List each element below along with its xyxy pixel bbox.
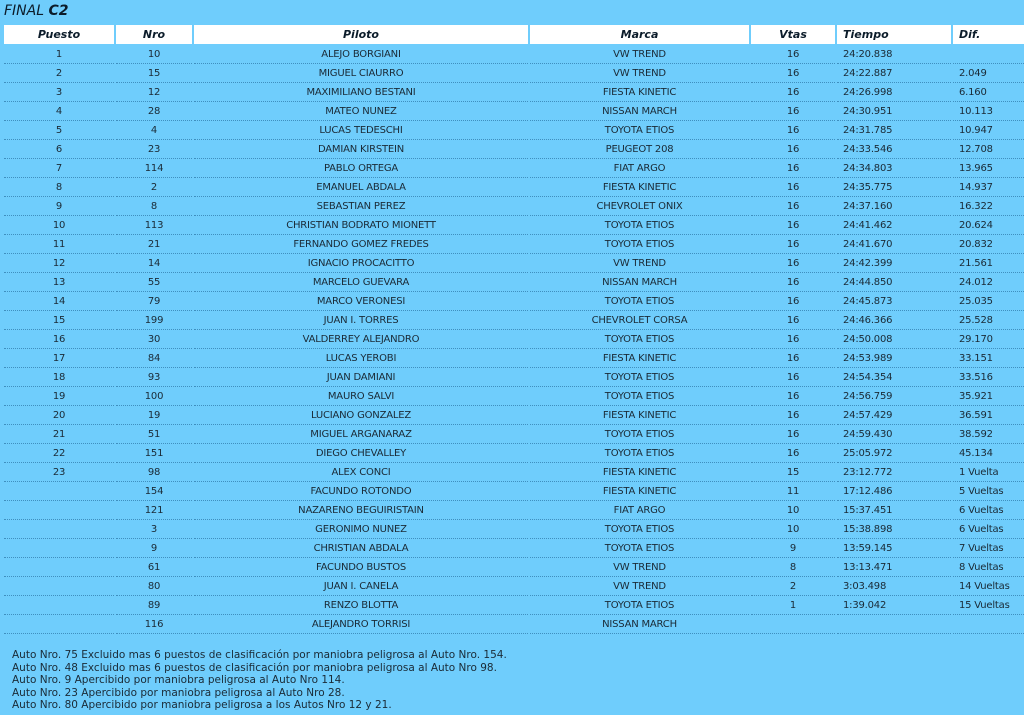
cell-dif: 13.965: [953, 159, 1024, 178]
cell-puesto: 5: [4, 121, 114, 140]
cell-nro: 8: [116, 197, 192, 216]
cell-dif: 14.937: [953, 178, 1024, 197]
cell-tiempo: 25:05.972: [837, 444, 951, 463]
cell-vtas: 16: [751, 102, 835, 121]
cell-vtas: 16: [751, 254, 835, 273]
cell-vtas: 16: [751, 197, 835, 216]
cell-marca: NISSAN MARCH: [530, 102, 749, 121]
table-row: [4, 349, 1024, 368]
cell-nro: 84: [116, 349, 192, 368]
cell-piloto: LUCAS YEROBI: [194, 349, 528, 368]
cell-marca: FIESTA KINETIC: [530, 463, 749, 482]
cell-marca: FIAT ARGO: [530, 501, 749, 520]
note-line: Auto Nro. 23 Apercibido por maniobra peligrosa al Auto Nro 28.: [12, 686, 345, 699]
table-row: [4, 178, 1024, 197]
cell-nro: 79: [116, 292, 192, 311]
cell-piloto: PABLO ORTEGA: [194, 159, 528, 178]
cell-puesto: [4, 615, 114, 634]
cell-marca: PEUGEOT 208: [530, 140, 749, 159]
cell-piloto: JUAN I. CANELA: [194, 577, 528, 596]
cell-puesto: 6: [4, 140, 114, 159]
cell-vtas: 11: [751, 482, 835, 501]
cell-nro: 89: [116, 596, 192, 615]
cell-piloto: DIEGO CHEVALLEY: [194, 444, 528, 463]
cell-tiempo: 24:35.775: [837, 178, 951, 197]
cell-vtas: 16: [751, 64, 835, 83]
table-row: [4, 520, 1024, 539]
cell-dif: 1 Vuelta: [953, 463, 1024, 482]
cell-marca: TOYOTA ETIOS: [530, 216, 749, 235]
table-row: [4, 577, 1024, 596]
table-row: [4, 83, 1024, 102]
cell-marca: FIAT ARGO: [530, 159, 749, 178]
cell-nro: 12: [116, 83, 192, 102]
cell-vtas: 16: [751, 45, 835, 64]
table-row: [4, 254, 1024, 273]
cell-nro: 93: [116, 368, 192, 387]
cell-marca: VW TREND: [530, 254, 749, 273]
cell-puesto: 18: [4, 368, 114, 387]
cell-dif: 6.160: [953, 83, 1024, 102]
cell-vtas: 16: [751, 349, 835, 368]
table-row: [4, 102, 1024, 121]
page-title: [4, 3, 69, 23]
cell-dif: 8 Vueltas: [953, 558, 1024, 577]
cell-piloto: MIGUEL ARGANARAZ: [194, 425, 528, 444]
cell-piloto: CHRISTIAN ABDALA: [194, 539, 528, 558]
cell-marca: TOYOTA ETIOS: [530, 368, 749, 387]
cell-tiempo: 24:20.838: [837, 45, 951, 64]
cell-marca: TOYOTA ETIOS: [530, 539, 749, 558]
cell-vtas: 16: [751, 159, 835, 178]
cell-piloto: LUCAS TEDESCHI: [194, 121, 528, 140]
cell-puesto: 23: [4, 463, 114, 482]
cell-piloto: VALDERREY ALEJANDRO: [194, 330, 528, 349]
cell-vtas: [751, 615, 835, 634]
cell-vtas: 16: [751, 121, 835, 140]
cell-puesto: 13: [4, 273, 114, 292]
column-header-nro: Nro: [116, 25, 192, 45]
cell-dif: 6 Vueltas: [953, 501, 1024, 520]
cell-dif: 10.947: [953, 121, 1024, 140]
cell-marca: FIESTA KINETIC: [530, 83, 749, 102]
cell-vtas: 16: [751, 292, 835, 311]
cell-tiempo: 24:37.160: [837, 197, 951, 216]
cell-nro: 14: [116, 254, 192, 273]
table-row: [4, 387, 1024, 406]
cell-tiempo: 1:39.042: [837, 596, 951, 615]
cell-marca: TOYOTA ETIOS: [530, 121, 749, 140]
cell-nro: 80: [116, 577, 192, 596]
table-row: [4, 273, 1024, 292]
column-header-dif: Dif.: [953, 25, 1024, 45]
cell-vtas: 2: [751, 577, 835, 596]
cell-vtas: 10: [751, 501, 835, 520]
cell-puesto: 3: [4, 83, 114, 102]
cell-marca: FIESTA KINETIC: [530, 482, 749, 501]
cell-nro: 98: [116, 463, 192, 482]
cell-marca: TOYOTA ETIOS: [530, 444, 749, 463]
cell-marca: NISSAN MARCH: [530, 273, 749, 292]
cell-vtas: 16: [751, 235, 835, 254]
cell-tiempo: 24:45.873: [837, 292, 951, 311]
cell-piloto: JUAN I. TORRES: [194, 311, 528, 330]
cell-dif: 33.516: [953, 368, 1024, 387]
cell-vtas: 10: [751, 520, 835, 539]
cell-tiempo: 24:57.429: [837, 406, 951, 425]
cell-vtas: 16: [751, 140, 835, 159]
cell-nro: 19: [116, 406, 192, 425]
cell-dif: 38.592: [953, 425, 1024, 444]
cell-piloto: FACUNDO ROTONDO: [194, 482, 528, 501]
cell-vtas: 16: [751, 311, 835, 330]
cell-dif: 33.151: [953, 349, 1024, 368]
cell-nro: 10: [116, 45, 192, 64]
table-row: [4, 216, 1024, 235]
cell-puesto: 17: [4, 349, 114, 368]
table-row: [4, 159, 1024, 178]
cell-vtas: 16: [751, 178, 835, 197]
cell-nro: 28: [116, 102, 192, 121]
cell-marca: TOYOTA ETIOS: [530, 292, 749, 311]
race-notes: [12, 649, 1012, 712]
cell-nro: 21: [116, 235, 192, 254]
cell-piloto: RENZO BLOTTA: [194, 596, 528, 615]
cell-dif: 21.561: [953, 254, 1024, 273]
cell-piloto: MAXIMILIANO BESTANI: [194, 83, 528, 102]
cell-dif: 35.921: [953, 387, 1024, 406]
cell-tiempo: 24:54.354: [837, 368, 951, 387]
cell-marca: TOYOTA ETIOS: [530, 520, 749, 539]
column-header-piloto: Piloto: [194, 25, 528, 45]
cell-dif: 14 Vueltas: [953, 577, 1024, 596]
cell-dif: 20.624: [953, 216, 1024, 235]
cell-nro: 100: [116, 387, 192, 406]
table-row: [4, 292, 1024, 311]
cell-piloto: EMANUEL ABDALA: [194, 178, 528, 197]
cell-dif: 2.049: [953, 64, 1024, 83]
column-header-marca: Marca: [530, 25, 749, 45]
table-header-row: [4, 25, 1024, 45]
cell-piloto: IGNACIO PROCACITTO: [194, 254, 528, 273]
cell-puesto: [4, 577, 114, 596]
note-line: Auto Nro. 75 Excluido mas 6 puestos de clasificación por maniobra peligrosa al Auto Nro. 154.: [12, 649, 507, 661]
cell-dif: 16.322: [953, 197, 1024, 216]
cell-tiempo: 24:41.462: [837, 216, 951, 235]
table-row: [4, 121, 1024, 140]
cell-vtas: 16: [751, 83, 835, 102]
cell-nro: 4: [116, 121, 192, 140]
column-header-vtas: Vtas: [751, 25, 835, 45]
cell-vtas: 9: [751, 539, 835, 558]
cell-puesto: 15: [4, 311, 114, 330]
cell-marca: CHEVROLET CORSA: [530, 311, 749, 330]
cell-puesto: 12: [4, 254, 114, 273]
cell-dif: 12.708: [953, 140, 1024, 159]
cell-tiempo: 15:38.898: [837, 520, 951, 539]
note-line: Auto Nro. 48 Excluido mas 6 puestos de clasificación por maniobra peligrosa al Auto Nro 98.: [12, 661, 497, 674]
cell-nro: 15: [116, 64, 192, 83]
cell-piloto: FERNANDO GOMEZ FREDES: [194, 235, 528, 254]
cell-dif: 29.170: [953, 330, 1024, 349]
cell-dif: 36.591: [953, 406, 1024, 425]
cell-nro: 114: [116, 159, 192, 178]
results-table: [2, 25, 1024, 634]
cell-dif: 6 Vueltas: [953, 520, 1024, 539]
cell-piloto: FACUNDO BUSTOS: [194, 558, 528, 577]
cell-puesto: 7: [4, 159, 114, 178]
cell-piloto: CHRISTIAN BODRATO MIONETT: [194, 216, 528, 235]
cell-marca: FIESTA KINETIC: [530, 349, 749, 368]
cell-piloto: MIGUEL CIAURRO: [194, 64, 528, 83]
cell-tiempo: 24:53.989: [837, 349, 951, 368]
cell-piloto: GERONIMO NUNEZ: [194, 520, 528, 539]
cell-vtas: 16: [751, 444, 835, 463]
cell-nro: 2: [116, 178, 192, 197]
table-row: [4, 558, 1024, 577]
cell-marca: CHEVROLET ONIX: [530, 197, 749, 216]
cell-tiempo: 24:42.399: [837, 254, 951, 273]
table-row: [4, 444, 1024, 463]
cell-puesto: 22: [4, 444, 114, 463]
cell-puesto: [4, 482, 114, 501]
cell-marca: VW TREND: [530, 558, 749, 577]
table-row: [4, 45, 1024, 64]
cell-nro: 154: [116, 482, 192, 501]
cell-dif: 45.134: [953, 444, 1024, 463]
table-row: [4, 539, 1024, 558]
cell-nro: 121: [116, 501, 192, 520]
cell-dif: 25.528: [953, 311, 1024, 330]
cell-tiempo: 13:13.471: [837, 558, 951, 577]
cell-puesto: 20: [4, 406, 114, 425]
table-row: [4, 501, 1024, 520]
cell-tiempo: 13:59.145: [837, 539, 951, 558]
cell-dif: 5 Vueltas: [953, 482, 1024, 501]
cell-tiempo: 24:46.366: [837, 311, 951, 330]
cell-piloto: JUAN DAMIANI: [194, 368, 528, 387]
table-row: [4, 197, 1024, 216]
cell-dif: 10.113: [953, 102, 1024, 121]
cell-puesto: [4, 539, 114, 558]
table-row: [4, 425, 1024, 444]
cell-piloto: MAURO SALVI: [194, 387, 528, 406]
cell-vtas: 16: [751, 368, 835, 387]
cell-nro: 30: [116, 330, 192, 349]
cell-puesto: 8: [4, 178, 114, 197]
cell-nro: 113: [116, 216, 192, 235]
title-category: C2: [48, 3, 69, 19]
cell-tiempo: 24:31.785: [837, 121, 951, 140]
table-row: [4, 596, 1024, 615]
cell-marca: TOYOTA ETIOS: [530, 235, 749, 254]
cell-puesto: 21: [4, 425, 114, 444]
cell-tiempo: 24:22.887: [837, 64, 951, 83]
cell-puesto: 11: [4, 235, 114, 254]
cell-dif: [953, 45, 1024, 64]
cell-nro: 9: [116, 539, 192, 558]
table-row: [4, 406, 1024, 425]
cell-puesto: [4, 520, 114, 539]
cell-nro: 116: [116, 615, 192, 634]
cell-dif: 20.832: [953, 235, 1024, 254]
cell-dif: 7 Vueltas: [953, 539, 1024, 558]
cell-marca: VW TREND: [530, 45, 749, 64]
cell-nro: 23: [116, 140, 192, 159]
cell-tiempo: 24:56.759: [837, 387, 951, 406]
cell-tiempo: 24:30.951: [837, 102, 951, 121]
cell-vtas: 1: [751, 596, 835, 615]
cell-marca: FIESTA KINETIC: [530, 178, 749, 197]
cell-nro: 61: [116, 558, 192, 577]
cell-vtas: 16: [751, 273, 835, 292]
cell-piloto: ALEJO BORGIANI: [194, 45, 528, 64]
cell-tiempo: 24:59.430: [837, 425, 951, 444]
cell-marca: FIESTA KINETIC: [530, 406, 749, 425]
table-row: [4, 64, 1024, 83]
cell-tiempo: 24:26.998: [837, 83, 951, 102]
cell-tiempo: 24:50.008: [837, 330, 951, 349]
cell-puesto: 10: [4, 216, 114, 235]
cell-nro: 199: [116, 311, 192, 330]
cell-tiempo: 15:37.451: [837, 501, 951, 520]
cell-puesto: 9: [4, 197, 114, 216]
cell-tiempo: 24:41.670: [837, 235, 951, 254]
cell-piloto: ALEJANDRO TORRISI: [194, 615, 528, 634]
note-line: Auto Nro. 80 Apercibido por maniobra peligrosa a los Autos Nro 12 y 21.: [12, 699, 392, 711]
cell-puesto: 19: [4, 387, 114, 406]
cell-tiempo: [837, 615, 951, 634]
table-row: [4, 311, 1024, 330]
column-header-puesto: Puesto: [4, 25, 114, 45]
cell-tiempo: 24:34.803: [837, 159, 951, 178]
cell-marca: TOYOTA ETIOS: [530, 596, 749, 615]
cell-puesto: [4, 501, 114, 520]
cell-puesto: [4, 558, 114, 577]
table-row: [4, 482, 1024, 501]
results-table-body: [4, 45, 1024, 634]
cell-piloto: MATEO NUNEZ: [194, 102, 528, 121]
table-row: [4, 463, 1024, 482]
title-prefix: FINAL: [4, 3, 45, 19]
cell-tiempo: 3:03.498: [837, 577, 951, 596]
cell-piloto: MARCELO GUEVARA: [194, 273, 528, 292]
note-line: Auto Nro. 9 Apercibido por maniobra peligrosa al Auto Nro 114.: [12, 674, 345, 686]
cell-tiempo: 24:33.546: [837, 140, 951, 159]
cell-piloto: ALEX CONCI: [194, 463, 528, 482]
cell-puesto: [4, 596, 114, 615]
cell-puesto: 1: [4, 45, 114, 64]
cell-nro: 51: [116, 425, 192, 444]
cell-piloto: LUCIANO GONZALEZ: [194, 406, 528, 425]
cell-marca: NISSAN MARCH: [530, 615, 749, 634]
cell-dif: 15 Vueltas: [953, 596, 1024, 615]
cell-piloto: MARCO VERONESI: [194, 292, 528, 311]
cell-marca: TOYOTA ETIOS: [530, 425, 749, 444]
table-row: [4, 235, 1024, 254]
cell-tiempo: 24:44.850: [837, 273, 951, 292]
cell-puesto: 2: [4, 64, 114, 83]
cell-puesto: 16: [4, 330, 114, 349]
table-row: [4, 140, 1024, 159]
cell-nro: 151: [116, 444, 192, 463]
cell-vtas: 8: [751, 558, 835, 577]
column-header-tiempo: Tiempo: [837, 25, 951, 45]
table-row: [4, 330, 1024, 349]
cell-nro: 3: [116, 520, 192, 539]
cell-marca: VW TREND: [530, 64, 749, 83]
cell-vtas: 16: [751, 406, 835, 425]
cell-vtas: 16: [751, 216, 835, 235]
table-row: [4, 368, 1024, 387]
cell-marca: TOYOTA ETIOS: [530, 330, 749, 349]
cell-marca: VW TREND: [530, 577, 749, 596]
cell-dif: [953, 615, 1024, 634]
cell-vtas: 16: [751, 330, 835, 349]
cell-vtas: 15: [751, 463, 835, 482]
cell-dif: 25.035: [953, 292, 1024, 311]
cell-tiempo: 23:12.772: [837, 463, 951, 482]
cell-dif: 24.012: [953, 273, 1024, 292]
cell-piloto: NAZARENO BEGUIRISTAIN: [194, 501, 528, 520]
cell-tiempo: 17:12.486: [837, 482, 951, 501]
cell-puesto: 14: [4, 292, 114, 311]
cell-vtas: 16: [751, 425, 835, 444]
cell-piloto: SEBASTIAN PEREZ: [194, 197, 528, 216]
cell-puesto: 4: [4, 102, 114, 121]
cell-marca: TOYOTA ETIOS: [530, 387, 749, 406]
table-row: [4, 615, 1024, 634]
cell-vtas: 16: [751, 387, 835, 406]
cell-nro: 55: [116, 273, 192, 292]
cell-piloto: DAMIAN KIRSTEIN: [194, 140, 528, 159]
